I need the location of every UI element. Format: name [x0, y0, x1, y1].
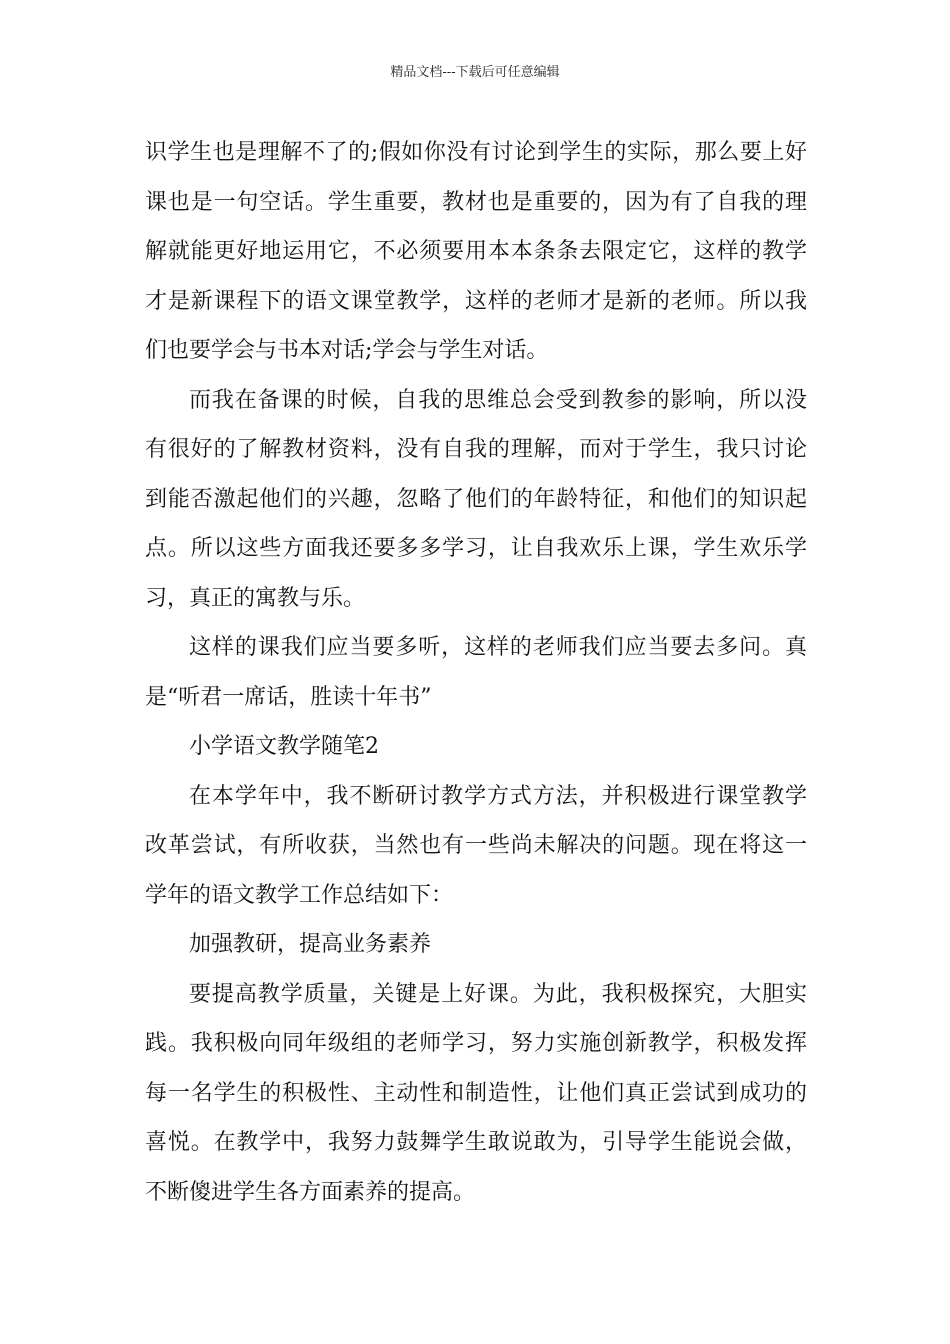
text-line: 这样的课我们应当要多听，这样的老师我们应当要去多问。真: [189, 635, 807, 660]
text-line: 到能否激起他们的兴趣，忽略了他们的年龄特征，和他们的知识起: [145, 486, 807, 512]
text-line: 而我在备课的时候，自我的思维总会受到教参的影响，所以没: [189, 387, 807, 413]
text-line: 在本学年中，我不断研讨教学方式方法，并积极进行课堂教学: [189, 783, 807, 809]
text-line: 解就能更好地运用它，不必须要用本本条条去限定它，这样的教学: [145, 239, 807, 264]
text-line: 习，真正的寓教与乐。: [145, 585, 366, 611]
text-line: 践。我积极向同年级组的老师学习，努力实施创新教学，积极发挥: [145, 1031, 807, 1056]
document-body: [145, 128, 807, 1217]
text-line: 每一名学生的积极性、主动性和制造性，让他们真正尝试到成功的: [145, 1080, 807, 1106]
text-line: 学年的语文教学工作总结如下：: [145, 882, 454, 908]
text-line: 喜悦。在教学中，我努力鼓舞学生敢说敢为，引导学生能说会做，: [145, 1130, 807, 1155]
page-header: 精品文档---下载后可任意编辑: [390, 65, 560, 80]
text-line: 们也要学会与书本对话;学会与学生对话。: [145, 338, 549, 363]
text-line: 点。所以这些方面我还要多多学习，让自我欢乐上课，学生欢乐学: [145, 536, 807, 561]
text-line: 识学生也是理解不了的;假如你没有讨论到学生的实际，那么要上好: [145, 140, 807, 165]
text-line: 改革尝试，有所收获，当然也有一些尚未解决的问题。现在将这一: [145, 833, 807, 858]
text-line: 小学语文教学随笔2: [189, 734, 379, 759]
text-line: 加强教研，提高业务素养: [189, 932, 432, 957]
text-line: 不断傻进学生各方面素养的提高。: [145, 1179, 476, 1205]
text-line: 才是新课程下的语文课堂教学，这样的老师才是新的老师。所以我: [145, 288, 807, 314]
text-line: 课也是一句空话。学生重要，教材也是重要的，因为有了自我的理: [145, 189, 807, 215]
text-line: 是“听君一席话，胜读十年书”: [145, 684, 432, 710]
text-line: 有很好的了解教材资料，没有自我的理解，而对于学生，我只讨论: [145, 437, 807, 462]
text-line: 要提高教学质量，关键是上好课。为此，我积极探究，大胆实: [189, 981, 807, 1007]
